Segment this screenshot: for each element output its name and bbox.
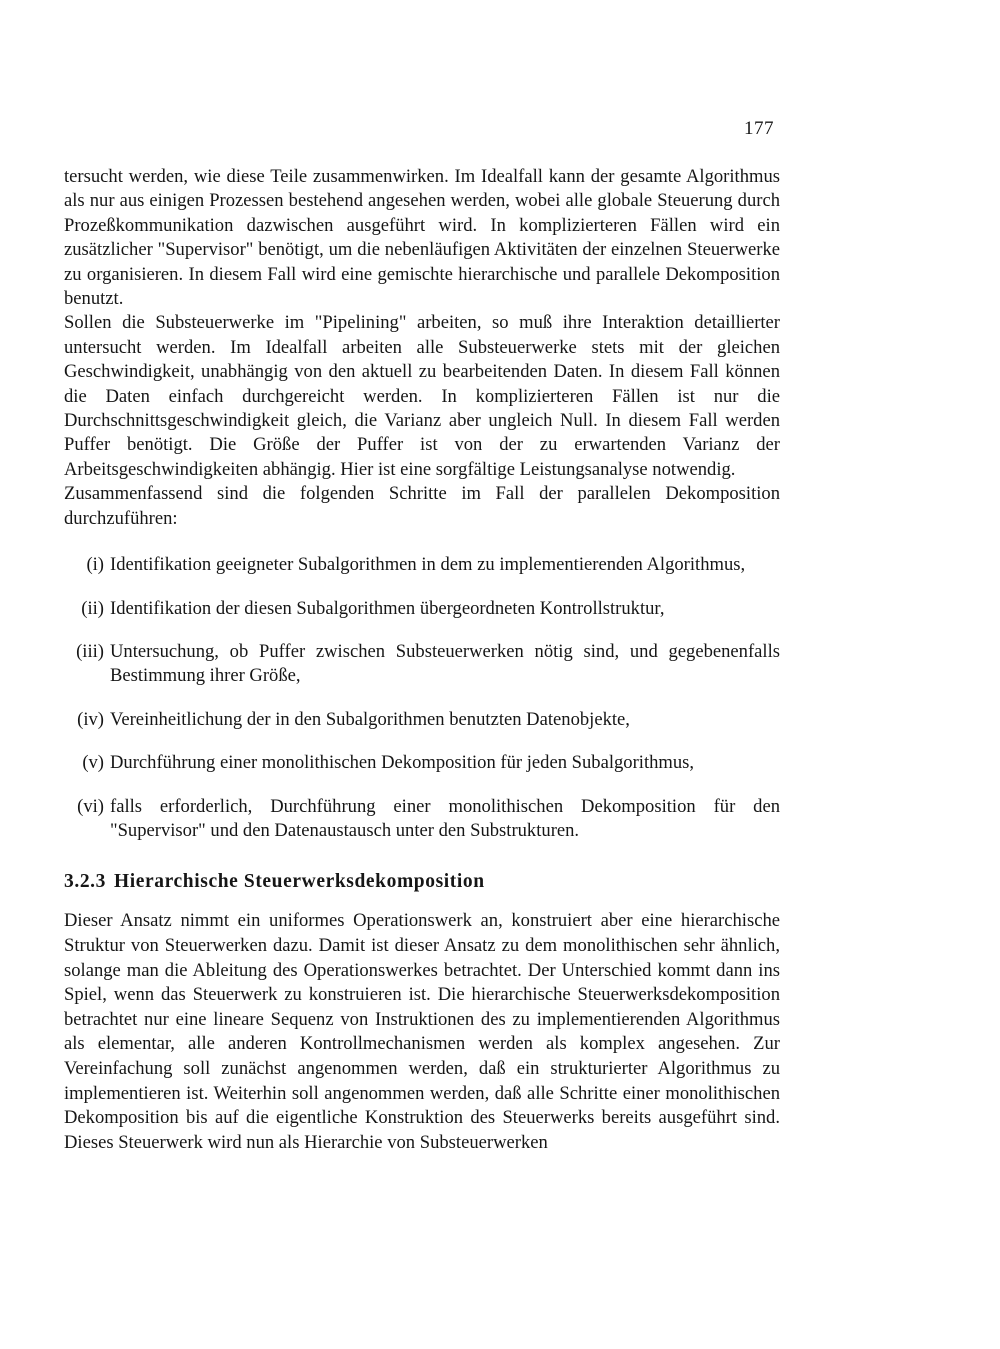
section-number: 3.2.3 [64,871,106,893]
list-item [64,795,780,844]
page-number: 177 [744,118,774,139]
list-item [64,597,780,621]
list-item-text: falls erforderlich, Durchführung einer monolithischen Dekomposition für den "Supervisor" und den Datenaustausch unter den Substrukturen. [110,795,780,841]
section-heading [64,869,780,895]
list-item-text: Identifikation geeigneter Subalgorithmen in dem zu implementierenden Algorithmus, [110,554,746,576]
body-text [64,165,780,1155]
list-item-marker: (i) [86,554,104,576]
list-item-marker: (v) [82,752,104,774]
list-item-marker: (ii) [81,597,104,619]
list-item-marker: (iv) [77,708,104,730]
section-title: Hierarchische Steuerwerksdekomposition [114,871,485,893]
section-paragraph: Dieser Ansatz nimmt ein uniformes Operationswerk an, konstruiert aber eine hierarchische Struktur von Steuerwerken dazu. Damit ist dieser Ansatz zu dem monolithischen sehr ähnlich, solange man die Ableitung des Operationswerkes betrachtet. Der Unterschied kommt dann ins Spiel, wenn das Steuerwerk zu konstruieren ist. Die hierarchische Steuerwerksdekomposition betrachtet nur eine lineare Sequenz von Instruktionen des zu implementierenden Algorithmus als elementar, alle anderen Kontrollmechanismen werden als komplex angesehen. Zur Vereinfachung soll zunächst angenommen werden, daß ein strukturierter Algorithmus zu implementieren ist. Weiterhin soll angenommen werden, daß alle Schritte einer monolithischen Dekomposition bis auf die eigentliche Konstruktion des Steuerwerks bereits ausgeführt sind. Dieses Steuerwerk wird nun als Hierarchie von Substeuerwerken [64,910,780,1153]
list-item-text: Untersuchung, ob Puffer zwischen Substeuerwerken nötig sind, und gegebenenfalls Bestimmung ihrer Größe, [110,640,780,687]
paragraph-intro: tersucht werden, wie diese Teile zusammenwirken. Im Idealfall kann der gesamte Algorithmus als nur aus einigen Prozessen bestehend angesehen werden, wobei alle globale Steuerung durch Prozeßkommunikation dazwischen ausgeführt wird. In komplizierteren Fällen wird ein zusätzlicher "Supervisor" benötigt, um die nebenläufigen Aktivitäten der einzelnen Steuerwerke zu organisieren. In diesem Fall wird eine gemischte hierarchische und parallele Dekomposition benutzt. [64,166,780,310]
paragraph-summary: Zusammenfassend sind die folgenden Schritte im Fall der parallelen Dekomposition durchzuführen: [64,483,780,529]
list-item-text: Identifikation der diesen Subalgorithmen übergeordneten Kontrollstruktur, [110,597,665,619]
list-item-text: Durchführung einer monolithischen Dekomposition für jeden Subalgorithmus, [110,752,695,774]
list-item-marker: (iii) [76,640,104,662]
list-item [64,640,780,689]
list-item [64,708,780,732]
list-item [64,751,780,775]
step-list [64,553,780,843]
paragraph-pipelining: Sollen die Substeuerwerke im "Pipelining" arbeiten, so muß ihre Interaktion detaillierter untersucht werden. Im Idealfall arbeiten alle Substeuerwerke stets mit der gleichen Geschwindigkeit, unabhängig von den aktuell zu bearbeitenden Daten. In diesem Fall können die Daten einfach durchgereicht werden. In komplizierteren Fällen ist nur die Durchschnittsgeschwindigkeit gleich, die Varianz aber ungleich Null. In diesem Fall werden Puffer benötigt. Die Größe der Puffer ist von der zu erwartenden Varianz der Arbeitsgeschwindigkeiten abhängig. Hier ist eine sorgfältige Leistungsanalyse notwendig. [64,312,780,480]
list-item [64,553,780,577]
list-item-text: Vereinheitlichung der in den Subalgorithmen benutzten Datenobjekte, [110,708,630,730]
list-item-marker: (vi) [77,795,104,817]
